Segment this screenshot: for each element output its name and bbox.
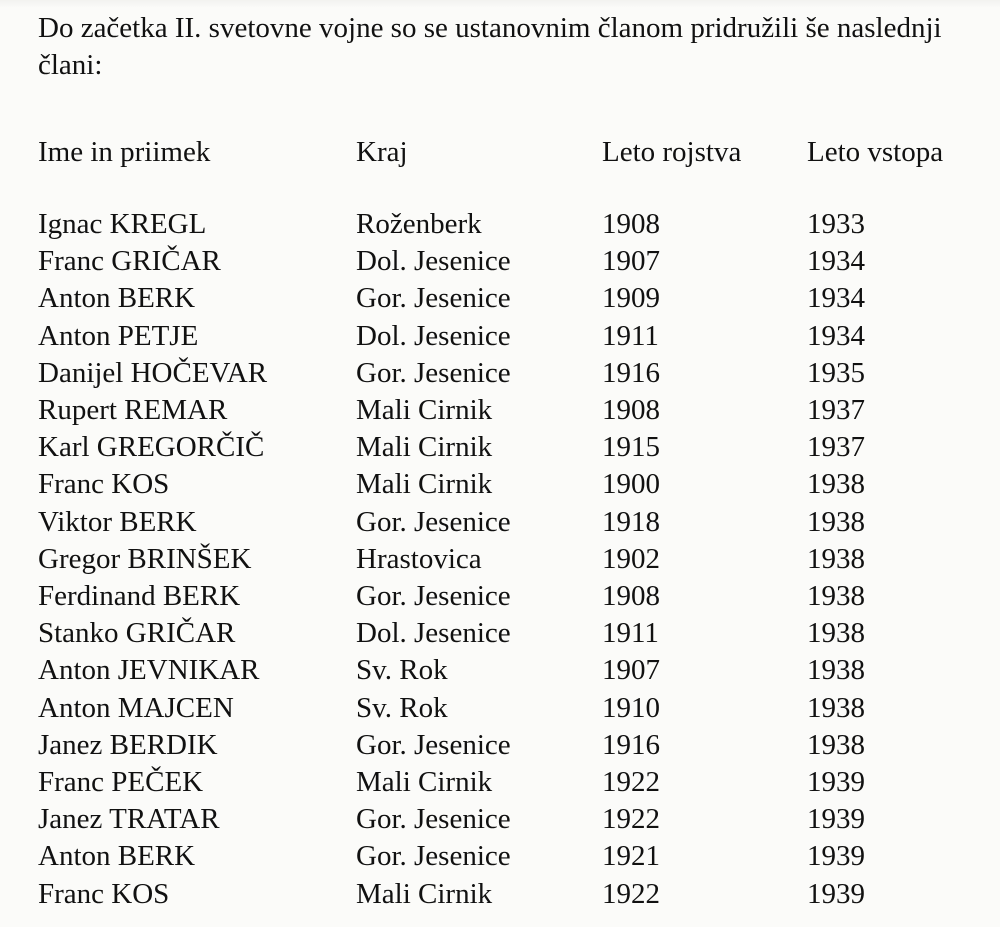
header-name: Ime in priimek: [38, 136, 211, 168]
cell-name: Viktor BERK: [38, 505, 197, 538]
cell-name: Anton BERK: [38, 840, 196, 873]
cell-join-year: 1938: [807, 654, 865, 687]
header-join-year: Leto vstopa: [807, 136, 944, 168]
cell-join-year: 1939: [807, 803, 865, 836]
cell-join-year: 1938: [807, 617, 865, 650]
cell-join-year: 1933: [807, 208, 865, 240]
cell-join-year: 1935: [807, 356, 865, 389]
table-row: [38, 615, 987, 652]
table-header: [38, 132, 987, 206]
cell-birth-year: 1922: [602, 877, 660, 910]
table-row: [38, 541, 987, 578]
intro-paragraph: Do začetka II. svetovne vojne so se ustanovnim članom pridružili še naslednji člani:: [38, 12, 942, 81]
members-table: [38, 132, 987, 913]
cell-birth-year: 1907: [602, 654, 660, 687]
cell-name: Danijel HOČEVAR: [38, 356, 268, 389]
cell-place: Sv. Rok: [356, 654, 448, 687]
cell-birth-year: 1909: [602, 282, 660, 315]
cell-birth-year: 1911: [602, 319, 659, 352]
cell-join-year: 1937: [807, 431, 865, 464]
cell-birth-year: 1900: [602, 468, 660, 501]
cell-join-year: 1938: [807, 505, 865, 538]
cell-birth-year: 1916: [602, 728, 660, 761]
cell-birth-year: 1922: [602, 803, 660, 836]
table-row: [38, 690, 987, 727]
cell-birth-year: 1921: [602, 840, 660, 873]
cell-place: Hrastovica: [356, 542, 482, 575]
cell-place: Roženberk: [356, 208, 482, 240]
cell-join-year: 1934: [807, 245, 865, 278]
cell-birth-year: 1910: [602, 691, 660, 724]
cell-birth-year: 1918: [602, 505, 660, 538]
cell-place: Gor. Jesenice: [356, 728, 511, 761]
cell-birth-year: 1915: [602, 431, 660, 464]
cell-name: Anton PETJE: [38, 319, 199, 352]
cell-name: Karl GREGORČIČ: [38, 431, 265, 464]
header-place: Kraj: [356, 136, 408, 168]
cell-place: Mali Cirnik: [356, 877, 493, 910]
table-row: [38, 355, 987, 392]
cell-name: Janez TRATAR: [38, 803, 220, 836]
cell-name: Franc GRIČAR: [38, 245, 221, 278]
cell-birth-year: 1908: [602, 394, 660, 427]
cell-name: Stanko GRIČAR: [38, 617, 236, 650]
cell-birth-year: 1916: [602, 356, 660, 389]
cell-birth-year: 1908: [602, 208, 660, 240]
cell-join-year: 1934: [807, 319, 865, 352]
cell-place: Gor. Jesenice: [356, 282, 511, 315]
cell-birth-year: 1908: [602, 580, 660, 613]
cell-place: Gor. Jesenice: [356, 505, 511, 538]
table-row: [38, 318, 987, 355]
table-row: [38, 727, 987, 764]
cell-place: Gor. Jesenice: [356, 803, 511, 836]
table-row: [38, 876, 987, 913]
cell-place: Dol. Jesenice: [356, 617, 511, 650]
cell-join-year: 1939: [807, 766, 865, 799]
cell-place: Mali Cirnik: [356, 431, 493, 464]
cell-place: Mali Cirnik: [356, 468, 493, 501]
cell-birth-year: 1922: [602, 766, 660, 799]
cell-join-year: 1937: [807, 394, 865, 427]
table-row: [38, 578, 987, 615]
cell-join-year: 1939: [807, 877, 865, 910]
table-row: [38, 429, 987, 466]
cell-place: Mali Cirnik: [356, 394, 493, 427]
cell-name: Franc KOS: [38, 468, 170, 501]
cell-name: Anton BERK: [38, 282, 196, 315]
cell-place: Sv. Rok: [356, 691, 448, 724]
cell-join-year: 1934: [807, 282, 865, 315]
table-row: [38, 280, 987, 317]
header-birth-year: Leto rojstva: [602, 136, 742, 168]
cell-name: Rupert REMAR: [38, 394, 228, 427]
cell-place: Gor. Jesenice: [356, 580, 511, 613]
cell-name: Gregor BRINŠEK: [38, 542, 252, 575]
cell-join-year: 1938: [807, 468, 865, 501]
cell-name: Ignac KREGL: [38, 208, 207, 240]
cell-place: Gor. Jesenice: [356, 356, 511, 389]
cell-place: Mali Cirnik: [356, 766, 493, 799]
table-row: [38, 206, 987, 243]
cell-birth-year: 1911: [602, 617, 659, 650]
cell-birth-year: 1902: [602, 542, 660, 575]
cell-birth-year: 1907: [602, 245, 660, 278]
cell-join-year: 1939: [807, 840, 865, 873]
table-row: [38, 801, 987, 838]
cell-name: Janez BERDIK: [38, 728, 218, 761]
table-row: [38, 466, 987, 503]
cell-place: Dol. Jesenice: [356, 319, 511, 352]
table-row: [38, 838, 987, 875]
cell-name: Anton MAJCEN: [38, 691, 234, 724]
cell-name: Franc PEČEK: [38, 766, 204, 799]
cell-join-year: 1938: [807, 580, 865, 613]
cell-name: Ferdinand BERK: [38, 580, 241, 613]
cell-place: Gor. Jesenice: [356, 840, 511, 873]
table-row: [38, 243, 987, 280]
table-row: [38, 392, 987, 429]
cell-join-year: 1938: [807, 728, 865, 761]
header-row: [38, 132, 987, 206]
cell-join-year: 1938: [807, 542, 865, 575]
table-row: [38, 764, 987, 801]
table-body: [38, 206, 987, 913]
cell-name: Franc KOS: [38, 877, 170, 910]
cell-join-year: 1938: [807, 691, 865, 724]
table-row: [38, 504, 987, 541]
cell-place: Dol. Jesenice: [356, 245, 511, 278]
cell-name: Anton JEVNIKAR: [38, 654, 260, 687]
table-row: [38, 652, 987, 689]
